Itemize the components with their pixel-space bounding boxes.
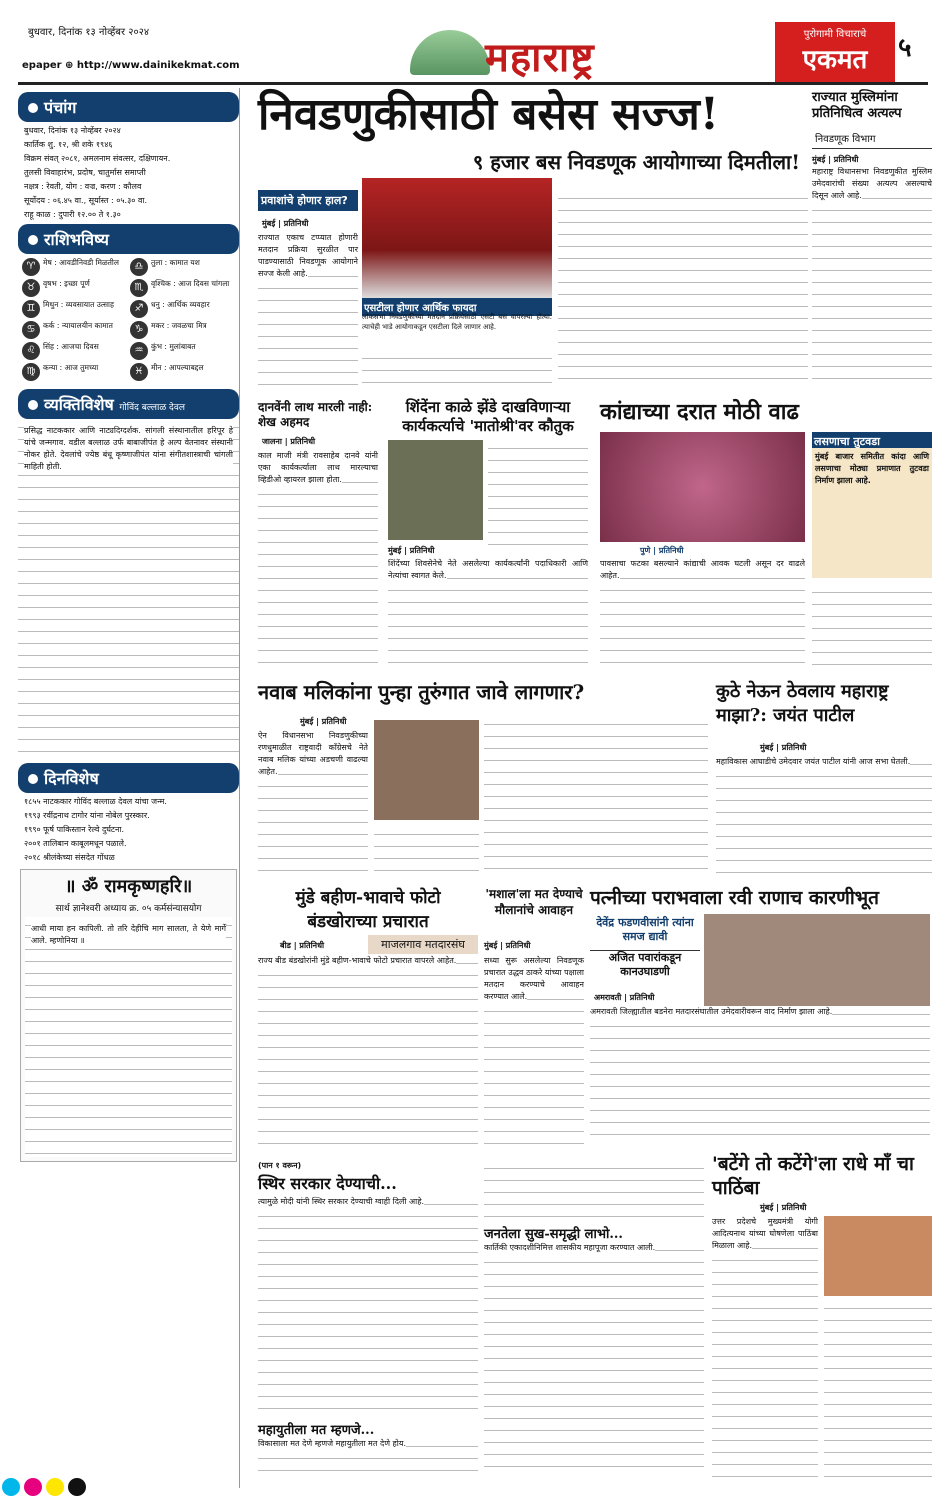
batenge-byline: मुंबई | प्रतिनिधी xyxy=(760,1203,807,1212)
muslim-body xyxy=(812,166,932,390)
bullet-icon xyxy=(28,235,38,245)
stable-body xyxy=(258,1196,478,1416)
rashi-text: मकर : जवळचा मित्र xyxy=(151,321,207,330)
magenta-swatch xyxy=(24,1478,42,1496)
pisces-icon: ♓ xyxy=(130,363,148,381)
rashi-item xyxy=(130,321,235,339)
jayant-text: महाविकास आघाडीचे उमेदवार जयंत पाटील यांनी आज सभा घेतली. xyxy=(716,757,911,766)
batenge-body-cont xyxy=(824,1300,932,1478)
rashi-item xyxy=(130,342,235,360)
lead-byline: मुंबई | प्रतिनिधी xyxy=(262,219,309,228)
lead-text: राज्यात एकाच टप्प्यात होणारी मतदान प्रक्रिया सुरळीत पार पाडण्यासाठी निवडणूक आयोगाने सज्ज केली आहे. xyxy=(258,233,358,278)
rashi-text: मिथुन : व्यवसायात उत्साह xyxy=(43,300,114,309)
cancer-icon: ♋ xyxy=(22,321,40,339)
jayant-body xyxy=(716,756,932,878)
dinvishesh-title: दिनविशेष xyxy=(44,769,99,788)
dinvishesh-item: १९९३ रवींद्रनाथ टागोर यांना नोबेल पुरस्कार. xyxy=(24,811,150,820)
janata-text: कार्तिकी एकादशीनिमित्त शासकीय महापूजा करण्यात आली. xyxy=(484,1243,656,1252)
shinde-byline: मुंबई | प्रतिनिधी xyxy=(388,546,435,555)
shinde-body-cont xyxy=(488,440,588,555)
lead-kicker: प्रवाशांचे होणार हाल? xyxy=(258,190,358,211)
rashi-item xyxy=(22,363,127,381)
black-swatch xyxy=(68,1478,86,1496)
jayant-byline: मुंबई | प्रतिनिधी xyxy=(760,743,807,752)
rashi-text: कन्या : आज तुमच्या xyxy=(43,363,99,372)
radhe-maa-photo xyxy=(824,1216,932,1296)
panchang-line: कार्तिक शु. १२, श्री शके १९४६ xyxy=(24,140,113,149)
rashi-title: राशिभविष्य xyxy=(44,230,109,249)
vyakti-heading xyxy=(18,389,239,419)
mashal-headline: 'मशाल'ला मत देण्याचे मौलानांचे आवाहन xyxy=(485,887,583,917)
onion-byline: पुणे | प्रतिनिधी xyxy=(640,546,684,555)
onion-headline: कांद्याच्या दरात मोठी वाढ xyxy=(600,399,799,425)
malik-text: ऐन विधानसभा निवडणुकीच्या रणधुमाळीत राष्ट्रवादी काँग्रेसचे नेते नवाब मलिक यांच्या अडचणी वाढल्या आहेत. xyxy=(258,731,368,776)
dinvishesh-item: १९९० फूर्ष पाकिस्तान रेल्वे दुर्घटना. xyxy=(24,825,125,834)
sagittarius-icon: ♐ xyxy=(130,300,148,318)
panchang-title: पंचांग xyxy=(44,98,77,117)
mahayuti-headline: महायुतीला मत म्हणजे... xyxy=(258,1423,375,1438)
rashi-item xyxy=(22,258,127,276)
rashi-text: कुंभ : मुलांबाबत xyxy=(151,342,196,351)
bullet-icon xyxy=(28,400,38,410)
vyakti-title: व्यक्तिविशेष xyxy=(44,395,114,414)
munde-subhead: माजलगाव मतदारसंघ xyxy=(368,935,478,954)
stable-headline: स्थिर सरकार देण्याची... xyxy=(258,1174,397,1193)
munde-text: राज्य बीड बंडखोरांनी मुंडे बहीण-भावाचे फोटो प्रचारात वापरले आहेत. xyxy=(258,956,457,965)
rashi-item xyxy=(130,258,235,276)
onion-body xyxy=(600,558,805,668)
vyakti-subject: गोविंद बल्लाळ देवल xyxy=(119,403,185,413)
rashi-item xyxy=(130,300,235,318)
rashi-text: सिंह : आजचा दिवस xyxy=(43,342,99,351)
dinvishesh-heading xyxy=(18,763,239,793)
mashal-text: सध्या सुरू असलेल्या निवडणूक प्रचारात उद्धव ठाकरे यांच्या पक्षाला मतदान करण्याचे आवाहन करण्यात आले. xyxy=(484,956,584,1001)
dinvishesh-list xyxy=(18,796,239,863)
jayant-headline: कुठे नेऊन ठेवलाय महाराष्ट्र माझा?: जयंत पाटील xyxy=(716,681,889,726)
panchang-line: तुलसी विवाहारंभ, प्रदोष, चातुर्मास समाप्ती xyxy=(24,168,146,177)
issue-date: बुधवार, दिनांक १३ नोव्हेंबर २०२४ xyxy=(28,27,150,38)
malik-body-cont2 xyxy=(484,716,708,878)
stable-body-cont xyxy=(484,1160,704,1220)
rana-sub2: अजित पवारांकडून कानउघाडणी xyxy=(590,950,700,979)
dinvishesh-item: २००१ तालिबान काबूलमधून पळाले. xyxy=(24,839,127,848)
onion-text: पावसाचा फटका बसल्याने कांद्याची आवक घटली असून दर वाढले आहेत. xyxy=(600,559,805,580)
batenge-body xyxy=(712,1216,818,1478)
mashal-byline: मुंबई | प्रतिनिधी xyxy=(484,941,531,950)
capricorn-icon: ♑ xyxy=(130,321,148,339)
danve-byline: जालना | प्रतिनिधी xyxy=(262,437,316,446)
rana-text: अमरावती जिल्ह्यातील बडनेरा मतदारसंघातील उमेदवारीवरून वाद निर्माण झाला आहे. xyxy=(590,1007,833,1016)
onion-photo xyxy=(600,432,805,542)
stable-kicker: (पान १ वरून) xyxy=(258,1161,302,1170)
left-column xyxy=(18,88,240,1488)
rana-body xyxy=(590,1006,930,1146)
malik-body-cont xyxy=(374,826,479,878)
yellow-swatch xyxy=(46,1478,64,1496)
vyakti-article xyxy=(18,419,239,759)
panchang-line: राहू काळ : दुपारी १२.०० ते १.३० xyxy=(24,210,121,219)
paper-name: एकमत xyxy=(802,45,868,75)
malik-photo xyxy=(374,720,479,820)
masthead xyxy=(0,0,945,82)
rashi-text: वृषभ : इच्छा पूर्ण xyxy=(43,279,90,288)
dinvishesh-item: १८५५ नाटककार गोविंद बल्लाळ देवल यांचा जन्म. xyxy=(24,797,167,806)
panchang-line: विक्रम संवत् २०८१, अमलनाम संवत्सर, दक्षिणायन. xyxy=(24,154,171,163)
mahayuti-text: विकासाला मत देणे म्हणजे महायुतीला मत देणे होय. xyxy=(258,1439,407,1448)
rashi-item xyxy=(22,279,127,297)
lead-body xyxy=(258,232,358,390)
leo-icon: ♌ xyxy=(22,342,40,360)
munde-body xyxy=(258,955,478,1155)
photo-caption: लोकसभा निवडणुकीच्या मतदान प्रक्रियेसाठी एसटी बस वापरल्या होत्या. त्याचेही भाडे आयोगाकडून एसटीला दिले जाणार आहे. xyxy=(362,313,552,331)
gemini-icon: ♊ xyxy=(22,300,40,318)
danve-text: काल माजी मंत्री रावसाहेब दानवे यांनी एका कार्यकर्त्याला लाथ मारल्याचा व्हिडीओ व्हायरल झाला होता. xyxy=(258,451,378,484)
panchang-date: बुधवार, दिनांक १३ नोव्हेंबर २०२४ xyxy=(24,126,121,135)
masthead-rule xyxy=(18,82,928,85)
shinde-body xyxy=(388,558,588,668)
photo-caption-head: एसटीला होणार आर्थिक फायदा xyxy=(362,298,552,316)
muslim-label: निवडणूक विभाग xyxy=(812,128,932,149)
rashi-item xyxy=(130,279,235,297)
lead-subheadline: ९ हजार बस निवडणूक आयोगाच्या दिमतीला! xyxy=(472,150,800,174)
rashi-text: कर्क : न्यायालयीन कामात xyxy=(43,321,113,330)
shinde-headline: शिंदेंना काळे झेंडे दाखविणाऱ्या कार्यकर्त्याचे 'मातोश्री'वर कौतुक xyxy=(402,398,574,435)
paper-tagline: पुरोगामी विचाराचे xyxy=(803,29,867,40)
janata-body xyxy=(484,1242,704,1478)
danve-headline: दानवेंनी लाथ मारली नाही: शेख अहमद xyxy=(258,400,373,429)
rana-photo xyxy=(704,914,930,1006)
rashi-heading xyxy=(18,224,239,254)
vyakti-text: प्रसिद्ध नाटककार आणि नाट्यदिग्दर्शक. सांगली संस्थानातील हरिपूर हे यांचे जन्मगाव. वडील बल्लाळ उर्फ बाबाजीपंत हे अल्प वेतनावर संस्थानी नोकर होते. देवलांचे ज्येष्ठ बंधू कृष्णाजीपंत यांना संगीतशास्त्राची चांगली माहिती होती. xyxy=(24,426,233,471)
rashi-text: धनु : आर्थिक व्यवहार xyxy=(151,300,210,309)
batenge-headline: 'बटेंगे तो कटेंगे'ला राधे माँ चा पाठिंबा xyxy=(712,1153,914,1199)
rashi-text: वृश्चिक : आज दिवस चांगला xyxy=(151,279,230,288)
stable-text: त्यामुळे मोदी यांनी स्थिर सरकार देण्याची ग्वाही दिली आहे. xyxy=(258,1197,424,1206)
panchang-list xyxy=(18,125,239,220)
quote-body xyxy=(25,917,232,1157)
munde-byline: बीड | प्रतिनिधी xyxy=(280,941,325,950)
malik-byline: मुंबई | प्रतिनिधी xyxy=(300,717,347,726)
mahayuti-body xyxy=(258,1438,478,1478)
malik-body xyxy=(258,730,368,878)
rana-headline: पत्नीच्या पराभवाला रवी राणाच कारणीभूत xyxy=(590,887,879,909)
panchang-line: सूर्योदय : ०६.४५ वा., सूर्यास्त : ०५.३० वा. xyxy=(24,196,148,205)
bullet-icon xyxy=(28,774,38,784)
janata-headline: जनतेला सुख-समृद्धी लाभो... xyxy=(484,1227,623,1242)
paper-logo xyxy=(775,22,895,82)
rashi-grid xyxy=(18,254,239,385)
dinvishesh-item: २०१८ श्रीलंकेच्या संसदेत गोंधळ xyxy=(24,853,115,862)
landscape-logo-art xyxy=(410,30,490,75)
onion-side-body xyxy=(812,584,932,668)
munde-headline: मुंडे बहीण-भावाचे फोटो बंडखोराच्या प्रचारात xyxy=(295,888,441,932)
libra-icon: ♎ xyxy=(130,258,148,276)
epaper-link[interactable]: epaper ⊕ http://www.dainikekmat.com xyxy=(22,60,240,71)
print-registration-bar xyxy=(0,1478,945,1498)
onion-side-title: लसणाचा तुटवडा xyxy=(812,432,932,451)
taurus-icon: ♉ xyxy=(22,279,40,297)
shinde-photo xyxy=(388,440,483,540)
malik-headline: नवाब मलिकांना पुन्हा तुरुंगात जावे लागणार? xyxy=(258,680,585,704)
rashi-text: तुला : कामात यश xyxy=(151,258,200,267)
rashi-text: मेष : आवडीनिवडी मिळतील xyxy=(43,258,119,267)
muslim-byline: मुंबई | प्रतिनिधी xyxy=(812,155,859,164)
section-title: महाराष्ट्र xyxy=(485,35,595,81)
shinde-text: शिंदेंच्या शिवसेनेचे नेते असलेल्या कार्यकर्त्यांनी पदाधिकारी आणि नेत्यांचा स्वागत केले. xyxy=(388,559,588,580)
mashal-body xyxy=(484,955,584,1155)
cyan-swatch xyxy=(2,1478,20,1496)
rashi-item xyxy=(22,321,127,339)
bullet-icon xyxy=(28,103,38,113)
muslim-text: महाराष्ट्र विधानसभा निवडणुकीत मुस्लिम उमेदवारांची संख्या अत्यल्प असल्याचे दिसून आले आहे. xyxy=(812,167,932,200)
danve-body xyxy=(258,450,378,668)
rana-sub1: देवेंद्र फडणवीसांनी त्यांना समज द्यावी xyxy=(596,916,694,943)
onion-side-box: मुंबई बाजार समितीत कांदा आणि लसणाचा मोठ्या प्रमाणात तुटवडा निर्माण झाला आहे. xyxy=(812,448,932,578)
lead-body-cont xyxy=(558,190,808,390)
aquarius-icon: ♒ xyxy=(130,342,148,360)
batenge-text: उत्तर प्रदेशचे मुख्यमंत्री योगी आदित्यनाथ यांच्या घोषणेला पाठिंबा मिळाला आहे. xyxy=(712,1217,818,1250)
quote-subtitle: सार्थ ज्ञानेश्वरी अध्याय क्र. ०५ कर्मसंन्यासयोग xyxy=(55,904,202,914)
dnyaneshwari-box xyxy=(20,869,237,1162)
virgo-icon: ♍ xyxy=(22,363,40,381)
rashi-item xyxy=(22,342,127,360)
panchang-heading xyxy=(18,92,239,122)
quote-text: आधी माया हन कापिली. तो तरि देहीचि माग सालता, ते येणे मार्गे आले. म्हणोनिया ॥ xyxy=(31,924,226,945)
scorpio-icon: ♏ xyxy=(130,279,148,297)
rana-byline: अमरावती | प्रतिनिधी xyxy=(594,993,655,1002)
bus-photo xyxy=(362,178,552,298)
rashi-item xyxy=(130,363,235,381)
lead-headline: निवडणुकीसाठी बसेस सज्ज! xyxy=(258,89,720,140)
rashi-text: मीन : आपल्याबद्दल xyxy=(151,363,204,372)
rashi-item xyxy=(22,300,127,318)
muslim-headline: राज्यात मुस्लिमांना प्रतिनिधित्व अत्यल्प xyxy=(812,90,902,121)
quote-title: ॥ ॐ रामकृष्णहरि॥ xyxy=(64,876,193,897)
lead-body-cont2 xyxy=(362,350,552,390)
aries-icon: ♈ xyxy=(22,258,40,276)
page-number: ५ xyxy=(898,33,912,63)
panchang-line: नक्षत्र : रेवती, योग : वज्र, करण : कौलव xyxy=(24,182,142,191)
